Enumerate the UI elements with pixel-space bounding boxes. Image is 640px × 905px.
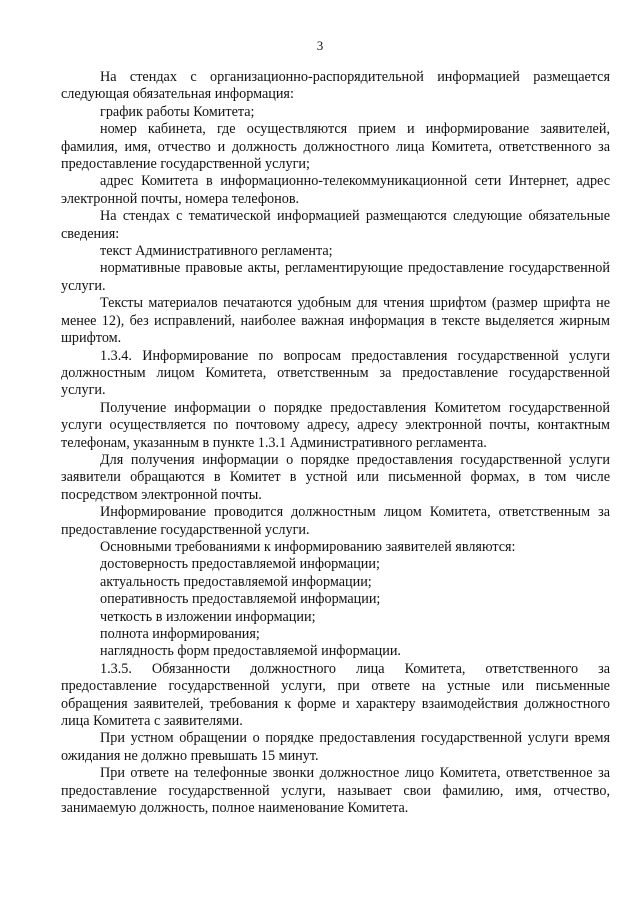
paragraph-informing-official: Информирование проводится должностным лицом Комитета, ответственным за предоставление государственной услуги. [61,504,610,538]
paragraph-phone-calls: При ответе на телефонные звонки должностное лицо Комитета, ответственное за предоставление государственной услуги, называет свои фамилию, имя, отчество, занимаемую должность, полное наименование Комитета. [61,765,610,817]
list-item-clarity: четкость в изложении информации; [100,608,316,625]
document-body [61,69,610,817]
list-item-promptness: оперативность предоставляемой информации; [100,591,381,608]
paragraph-main-requirements: Основными требованиями к информированию заявителей являются: [100,538,516,555]
paragraph-font-requirements: Тексты материалов печатаются удобным для чтения шрифтом (размер шрифта не менее 12), без исправлений, наиболее важная информация в тексте выделяется жирным шрифтом. [61,295,610,347]
section-1-3-5: 1.3.5. Обязанности должностного лица Комитета, ответственного за предоставление государственной услуги, при ответе на устные или письменные обращения заявителей, требования к форме и характеру взаимодействия должностного лица Комитета с заявителями. [61,660,610,730]
list-item-reliability: достоверность предоставляемой информации; [100,556,380,573]
paragraph-applicants-contact: Для получения информации о порядке предоставления государственной услуги заявители обращаются в Комитет в устной или письменной формах, в том числе посредством электронной почты. [61,451,610,503]
list-item-office-number: номер кабинета, где осуществляются прием и информирование заявителей, фамилия, имя, отчество и должность должностного лица Комитета, ответственного за предоставление государственной услуги; [61,121,610,173]
list-item-address-contacts: адрес Комитета в информационно-телекоммуникационной сети Интернет, адрес электронной почты, номера телефонов. [61,173,610,207]
paragraph-stands-mandatory-info: На стендах с организационно-распорядительной информацией размещается следующая обязательная информация: [61,69,610,103]
section-1-3-4: 1.3.4. Информирование по вопросам предоставления государственной услуги должностным лицом Комитета, ответственным за предоставление государственной услуги. [61,347,610,399]
paragraph-obtaining-info: Получение информации о порядке предоставления Комитетом государственной услуги осуществляется по почтовому адресу, адресу электронной почты, контактным телефонам, указанным в пункте 1.3.1 Административного регламента. [61,399,610,451]
page-number: 3 [316,38,324,53]
list-item-visibility: наглядность форм предоставляемой информации. [100,643,401,660]
list-item-regulation-text: текст Административного регламента; [100,243,333,260]
list-item-relevance: актуальность предоставляемой информации; [100,573,372,590]
list-item-work-schedule: график работы Комитета; [100,103,255,120]
paragraph-thematic-stands: На стендах с тематической информацией размещаются следующие обязательные сведения: [61,208,610,242]
list-item-completeness: полнота информирования; [100,626,260,642]
paragraph-waiting-time: При устном обращении о порядке предоставления государственной услуги время ожидания не должно превышать 15 минут. [61,730,610,764]
list-item-legal-acts: нормативные правовые акты, регламентирующие предоставление государственной услуги. [61,260,610,294]
